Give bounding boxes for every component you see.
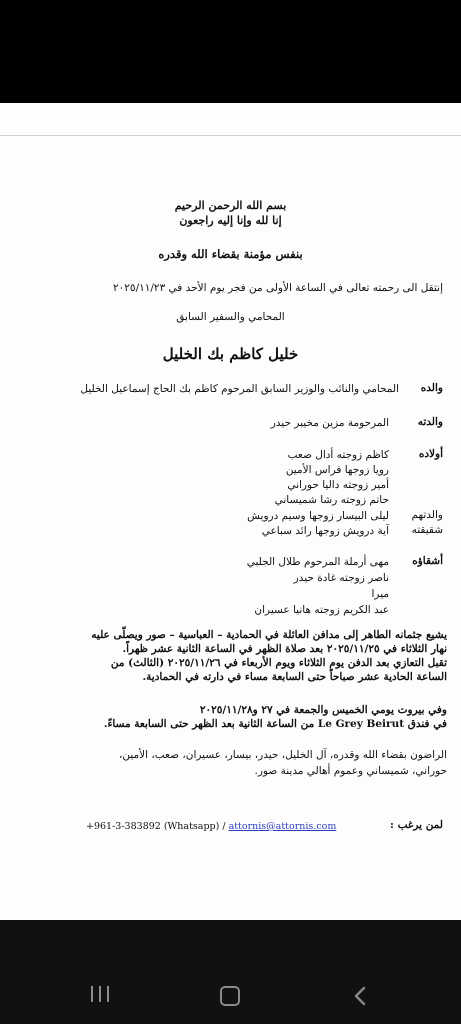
contact-phone: +961-3-383892 (Whatsapp) / [86, 821, 226, 832]
funeral-line-2: نهار الثلاثاء في ٢٠٢٥/١١/٢٥ بعد صلاة الظهر في الساعة الثانية عشر ظهراً. [122, 643, 447, 655]
mother-value: المرحومة مزين مخيبر حيدر [270, 417, 389, 429]
daughter-in-law-label: والدتهم [411, 509, 443, 521]
sister-value: آية درويش زوجها رائد سباعي [261, 525, 389, 537]
back-button[interactable] [340, 982, 380, 1010]
contact-line [86, 821, 336, 832]
child-5: ليلى البيسار زوجها وسيم درويش [247, 510, 389, 522]
sibling-1: مهى أرملة المرحوم طلال الجلبي [246, 556, 389, 568]
basmala: بسم الله الرحمن الرحيم [174, 199, 287, 212]
deceased-name: خليل كاظم بك الخليل [162, 345, 299, 363]
mother-label: والدته [417, 416, 443, 428]
child-4: حاتم زوجته رشا شميساني [274, 494, 389, 506]
father-value: المحامي والنائب والوزير السابق المرحوم كاظم بك الحاج إسماعيل الخليل [80, 383, 399, 395]
contact-email-link[interactable]: attornis@attornis.com [228, 821, 337, 832]
back-icon [353, 986, 367, 1006]
mourners-line-1: الراضون بقضاء الله وقدره، آل الخليل، حيدر، بيسار، عسيران، صعب، الأمين، [118, 749, 447, 761]
beirut-line-1: وفي بيروت يومي الخميس والجمعة في ٢٧ و٢٠٢٥/١١/٢٨ [199, 704, 447, 716]
sibling-2: ناصر زوجته غادة حيدر [293, 572, 389, 584]
children-label: أولاده [418, 448, 443, 460]
document-page [0, 103, 461, 920]
verse: إنا لله وإنا إليه راجعون [179, 214, 282, 227]
home-icon [220, 986, 240, 1006]
child-2: رويا زوجها فراس الأمين [285, 464, 389, 476]
profession-line: المحامي والسفير السابق [176, 311, 285, 323]
recents-button[interactable] [80, 982, 120, 1010]
intro-line: بنفس مؤمنة بقضاء الله وقدره [158, 247, 303, 261]
top-black-bar [0, 0, 461, 103]
funeral-line-1: يشيع جثمانه الطاهر إلى مدافن العائلة في الحمادية – العباسية – صور ويصلّى عليه [91, 629, 447, 641]
child-3: أمير زوجته داليا حوراني [287, 479, 389, 491]
father-label: والده [420, 382, 443, 394]
sister-label: شقيقته [411, 524, 443, 536]
siblings-label: أشقاؤه [412, 555, 443, 567]
system-navigation-bar [0, 920, 461, 1024]
funeral-line-3: تقبل التعازي بعد الدفن يوم الثلاثاء ويوم الأربعاء في ٢٠٢٥/١١/٢٦ (الثالث) من [110, 657, 447, 669]
contact-label: لمن يرغب : [390, 819, 443, 831]
mourners-line-2: حوراني، شميساني وعموم أهالي مدينة صور. [254, 765, 447, 777]
home-button[interactable] [210, 982, 250, 1010]
passing-line: إنتقل الى رحمته تعالى في الساعة الأولى من فجر يوم الأحد في ٢٠٢٥/١١/٢٣ [113, 282, 443, 294]
funeral-line-4: الساعة الحادية عشر صباحاً حتى السابعة مساء في دارته في الحمادية. [142, 671, 447, 683]
sibling-3: ميرا [371, 588, 389, 600]
beirut-line-2: في فندق Le Grey Beirut من الساعة الثانية بعد الظهر حتى السابعة مساءً. [103, 718, 447, 730]
recents-icon [88, 986, 112, 1006]
page-divider [0, 135, 461, 136]
child-1: كاظم زوجته أدال صعب [287, 449, 389, 461]
sibling-4: عبد الكريم زوجته هانيا عسيران [254, 604, 389, 616]
